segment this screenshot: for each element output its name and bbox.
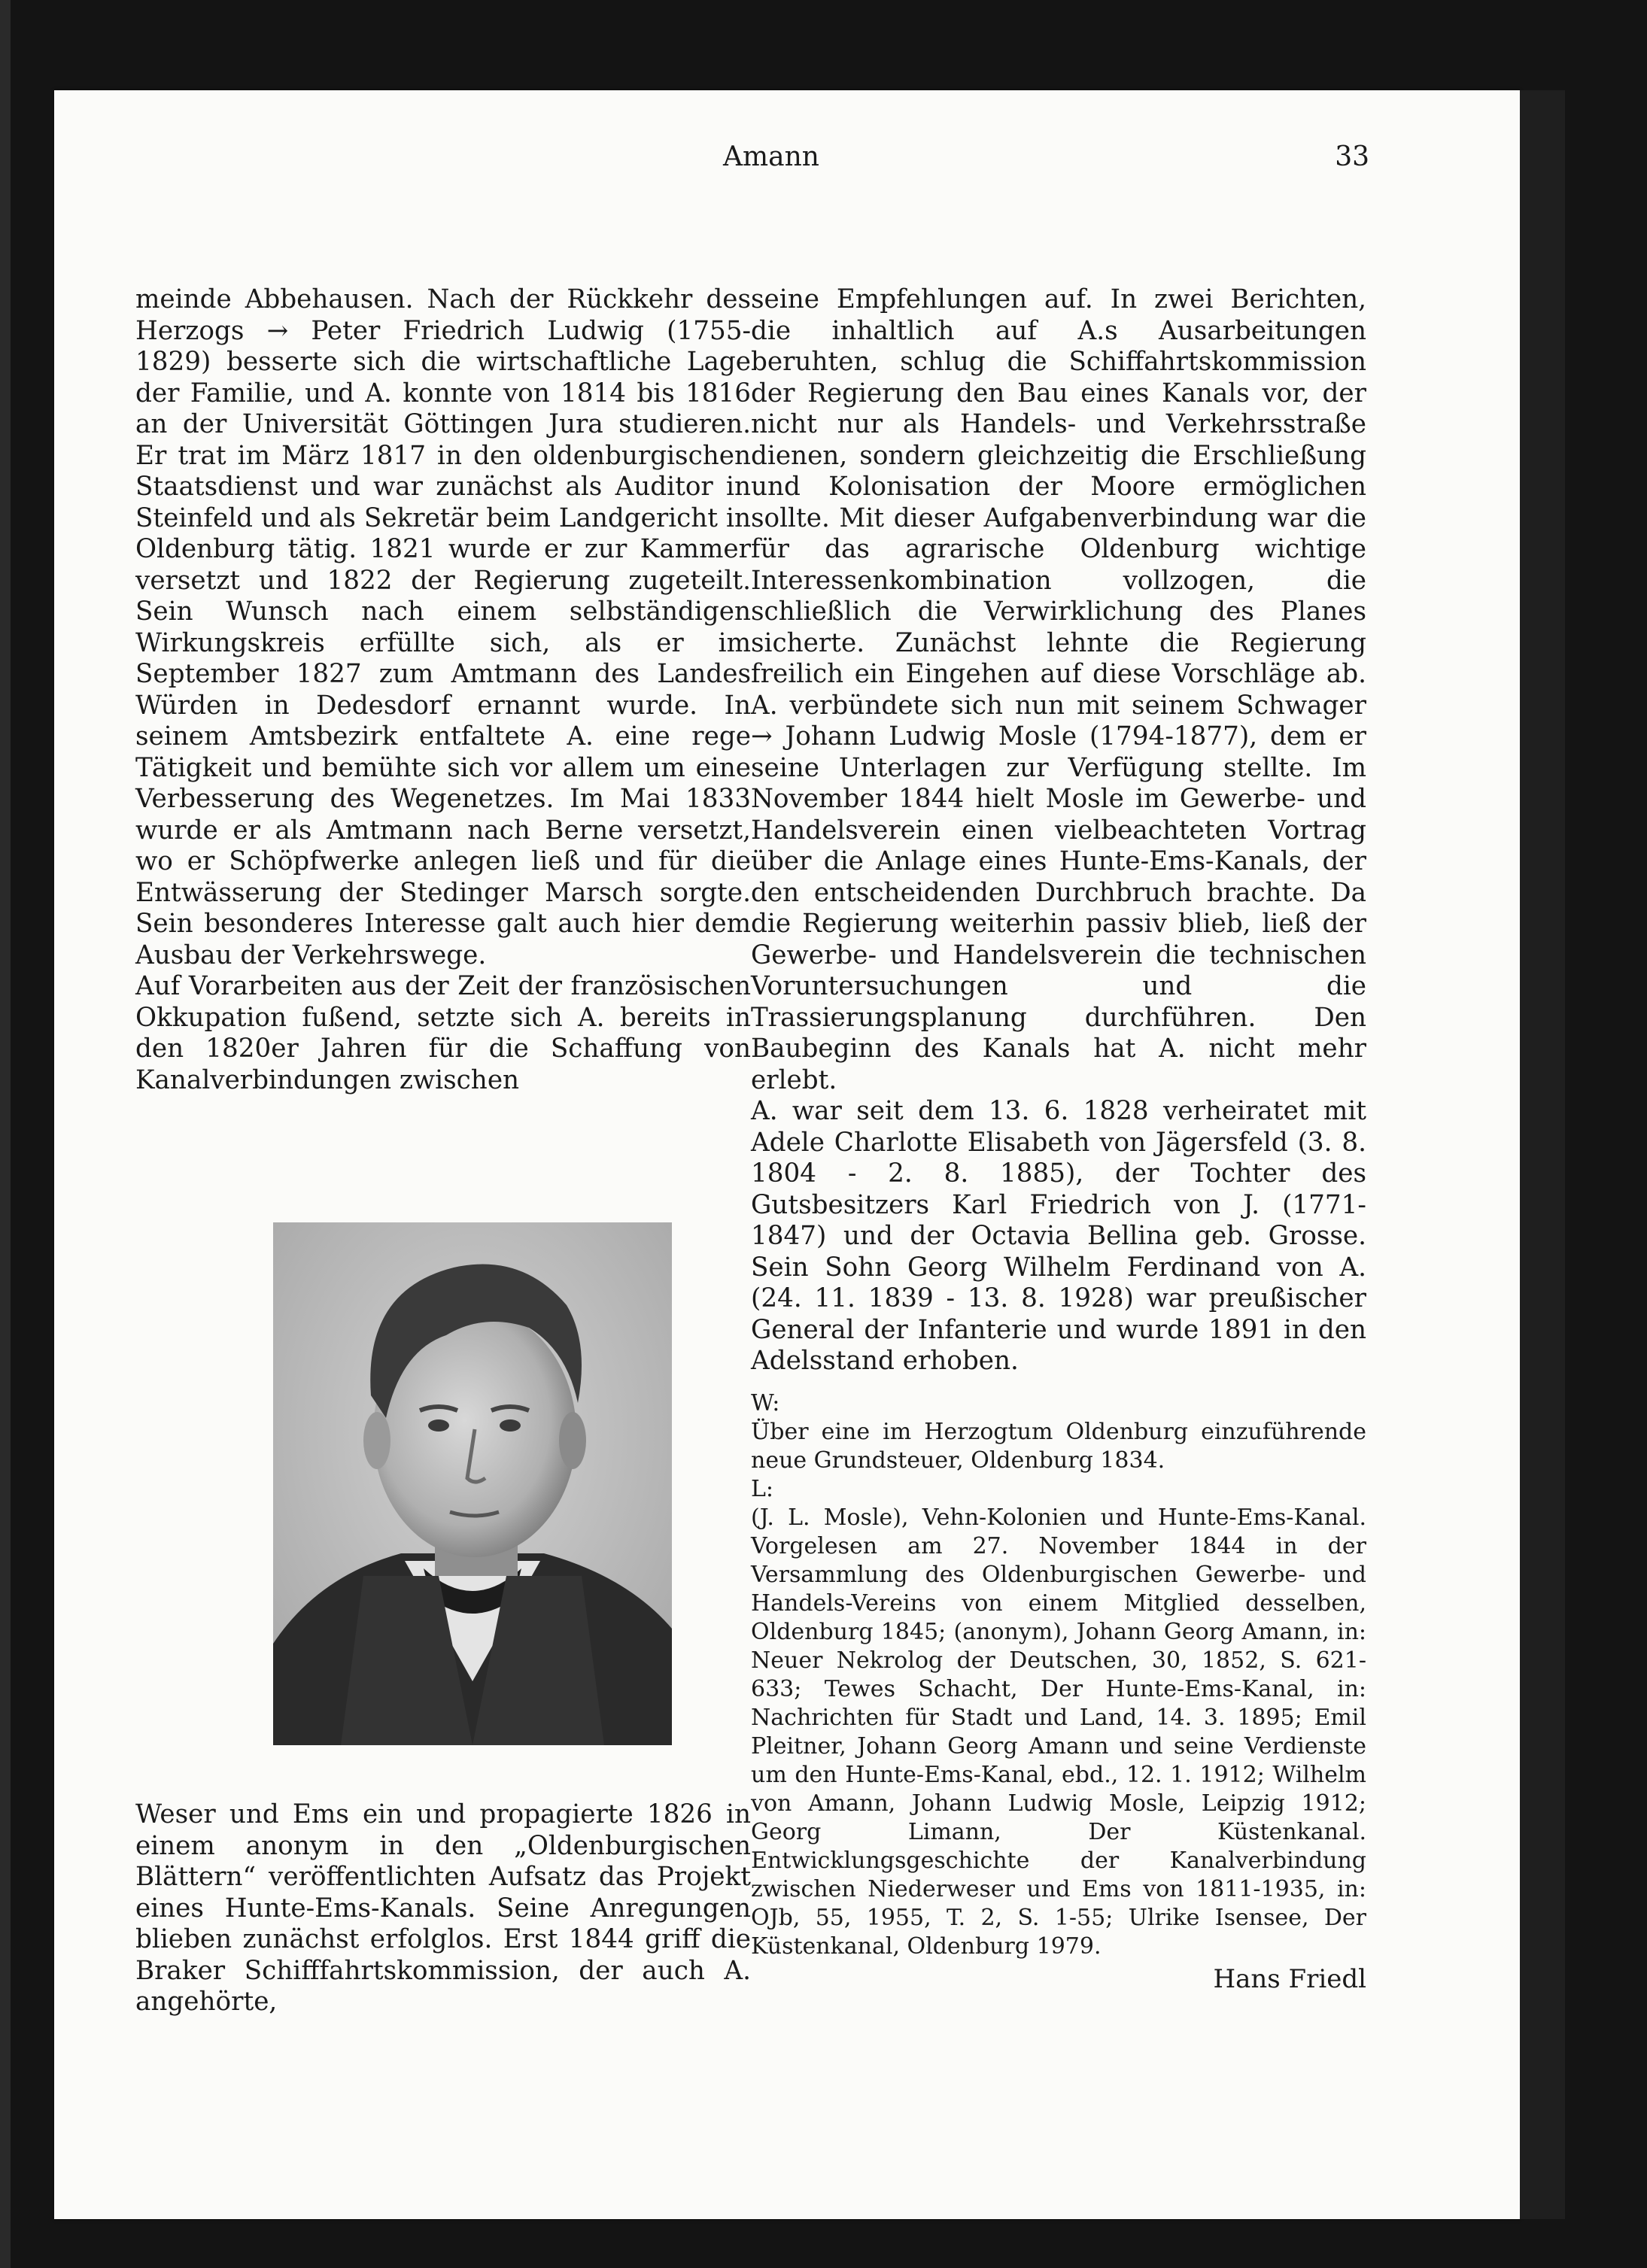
running-header-title: Amann bbox=[723, 141, 819, 172]
literature-text: (J. L. Mosle), Vehn-Kolonien und Hunte-Ems-Kanal. Vorgelesen am 27. November 1844 in der Versammlung des Oldenburgischen Gewerbe- und Handels-Vereins von einem Mitglied desselben, Oldenburg 1845; (anonym), Johann Georg Amann, in: Neuer Nekrolog der Deutschen, 30, 1852, S. 621-633; Tewes Schacht, Der Hunte-Ems-Kanal, in: Nachrichten für Stadt und Land, 14. 3. 1895; Emil Pleitner, Johann Georg Amann und seine Verdienste um den Hunte-Ems-Kanal, ebd., 12. 1. 1912; Wilhelm von Amann, Johann Ludwig Mosle, Leipzig 1912; Georg Limann, Der Küstenkanal. Entwicklungsgeschichte der Kanalverbindung zwischen Niederweser und Ems von 1811-1935, in: OJb, 55, 1955, T. 2, S. 1-55; Ulrike Isensee, Der Küstenkanal, Oldenburg 1979. bbox=[751, 1504, 1366, 1960]
paragraph: A. war seit dem 13. 6. 1828 verheiratet mit Adele Charlotte Elisabeth von Jägersfeld (3. 8. 1804 - 2. 8. 1885), der Tochter des Gutsbesitzers Karl Friedrich von J. (1771-1847) und der Octavia Bellina geb. Grosse. Sein Sohn Georg Wilhelm Ferdinand von A. (24. 11. 1839 - 13. 8. 1928) war preußischer General der Infanterie und wurde 1891 in den Adelsstand erhoben. bbox=[751, 1096, 1366, 1376]
portrait-illustration bbox=[273, 1222, 672, 1745]
left-column-continuation bbox=[135, 1799, 751, 2018]
paragraph: Auf Vorarbeiten aus der Zeit der französischen Okkupation fußend, setzte sich A. bereits in den 1820er Jahren für die Schaffung von Kanalverbindungen zwischen bbox=[135, 971, 751, 1095]
paragraph: seine Empfehlungen auf. In zwei Berichten, die inhaltlich auf A.s Ausarbeitungen beruhten, schlug die Schiffahrtskommission der Regierung den Bau eines Kanals vor, der nicht nur als Handels- und Verkehrsstraße dienen, sondern gleichzeitig die Erschließung und Kolonisation der Moore ermöglichen sollte. Mit dieser Aufgabenverbindung war die für das agrarische Oldenburg wichtige Interessenkombination vollzogen, die schließlich die Verwirklichung des Planes sicherte. Zunächst lehnte die Regierung freilich ein Eingehen auf diese Vorschläge ab. A. verbündete sich nun mit seinem Schwager → Johann Ludwig Mosle (1794-1877), dem er seine Unterlagen zur Verfügung stellte. Im November 1844 hielt Mosle im Gewerbe- und Handelsverein einen vielbeachteten Vortrag über die Anlage eines Hunte-Ems-Kanals, der den entscheidenden Durchbruch brachte. Da die Regierung weiterhin passiv blieb, ließ der Gewerbe- und Handelsverein die technischen Voruntersuchungen und die Trassierungsplanung durchführen. Den Baubeginn des Kanals hat A. nicht mehr erlebt. bbox=[751, 284, 1366, 1095]
left-column bbox=[135, 284, 751, 1096]
paragraph: Weser und Ems ein und propagierte 1826 in einem anonym in den „Oldenburgischen Blättern“ veröffentlichten Aufsatz das Projekt eines Hunte-Ems-Kanals. Seine Anregungen blieben zunächst erfolglos. Erst 1844 griff die Braker Schifffahrtskommission, der auch A. angehörte, bbox=[135, 1799, 751, 2017]
page-number: 33 bbox=[1335, 141, 1369, 172]
book-spine-edge bbox=[0, 0, 11, 2268]
works-label: W: bbox=[751, 1389, 780, 1416]
author-signature: Hans Friedl bbox=[1213, 1963, 1366, 1994]
page-stack-edge bbox=[1520, 90, 1565, 2219]
literature-label: L: bbox=[751, 1475, 774, 1502]
bibliography bbox=[751, 1389, 1366, 1961]
paragraph: meinde Abbehausen. Nach der Rückkehr des Herzogs → Peter Friedrich Ludwig (1755-1829) besserte sich die wirtschaftliche Lage der Familie, und A. konnte von 1814 bis 1816 an der Universität Göttingen Jura studieren. Er trat im März 1817 in den oldenburgischen Staatsdienst und war zunächst als Auditor in Steinfeld und als Sekretär beim Landgericht in Oldenburg tätig. 1821 wurde er zur Kammer versetzt und 1822 der Regierung zugeteilt. Sein Wunsch nach einem selbständigen Wirkungskreis erfüllte sich, als er im September 1827 zum Amtmann des Landes Würden in Dedesdorf ernannt wurde. In seinem Amtsbezirk entfaltete A. eine rege Tätigkeit und bemühte sich vor allem um eine Verbesserung des Wegenetzes. Im Mai 1833 wurde er als Amtmann nach Berne versetzt, wo er Schöpfwerke anlegen ließ und für die Entwässerung der Stedinger Marsch sorgte. Sein besonderes Interesse galt auch hier dem Ausbau der Verkehrswege. bbox=[135, 284, 751, 970]
works-text: Über eine im Herzogtum Oldenburg einzuführende neue Grundsteuer, Oldenburg 1834. bbox=[751, 1418, 1366, 1474]
right-column bbox=[751, 284, 1366, 1995]
portrait-photo bbox=[273, 1222, 672, 1745]
